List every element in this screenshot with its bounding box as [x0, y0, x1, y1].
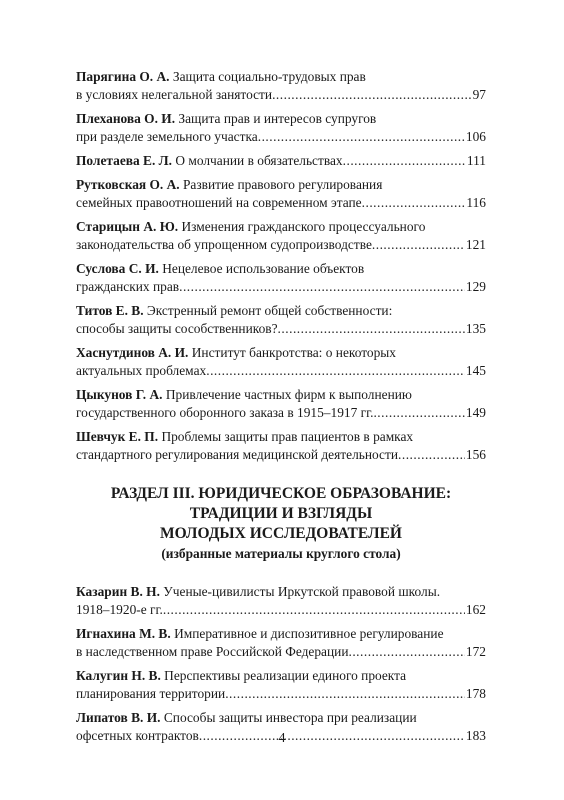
leader-dots: [163, 601, 465, 619]
section-subtitle: (избранные материалы круглого стола): [161, 546, 401, 561]
leader-dots: [179, 278, 465, 296]
toc-entry: [76, 428, 486, 464]
entry-title: Экстренный ремонт общей собственности:: [146, 303, 393, 318]
leader-dots: [373, 404, 464, 422]
entry-title: Нецелевое использование объектов: [162, 261, 365, 276]
page-number: 4: [278, 731, 286, 746]
entry-title: законодательства об упрощенном судопроизводстве: [76, 237, 372, 252]
entry-title: Ученые-цивилисты Иркутской правовой школы.: [163, 584, 441, 599]
entry-title: Привлечение частных фирм к выполнению: [165, 387, 412, 402]
toc-entry: [76, 218, 486, 254]
entry-title: государственного оборонного заказа в 1915–1917 гг.: [76, 405, 374, 420]
entry-author: Старицын А. Ю.: [76, 219, 179, 234]
entry-title: Способы защиты инвестора при реализации: [163, 710, 417, 725]
entry-title: стандартного регулирования медицинской деятельности: [76, 447, 399, 462]
toc-entry: [76, 302, 486, 338]
leader-dots: [272, 86, 472, 104]
entry-author: Плеханова О. И.: [76, 111, 176, 126]
entry-page-number: 183: [465, 728, 486, 743]
toc-entry: [76, 583, 486, 619]
leader-dots: [225, 685, 465, 703]
toc-entry: [76, 260, 486, 296]
entry-title: офсетных контрактов: [76, 728, 199, 743]
entry-title: в условиях нелегальной занятости: [76, 87, 273, 102]
entry-title: Изменения гражданского процессуального: [181, 219, 426, 234]
section-title-line: ТРАДИЦИИ И ВЗГЛЯДЫ: [189, 505, 373, 522]
entry-author: Шевчук Е. П.: [76, 429, 159, 444]
entry-title: Императивное и диспозитивное регулирование: [174, 626, 444, 641]
entry-title: гражданских прав: [76, 279, 180, 294]
entry-page-number: 116: [466, 195, 486, 210]
toc-list-top: [76, 68, 486, 464]
section-title-line: РАЗДЕЛ III. ЮРИДИЧЕСКОЕ ОБРАЗОВАНИЕ:: [110, 485, 452, 502]
toc-entry: [76, 667, 486, 703]
entry-title: Защита прав и интересов супругов: [178, 111, 377, 126]
entry-page-number: 121: [465, 237, 486, 252]
entry-title: планирования территории: [76, 686, 226, 701]
toc-list-bottom: [76, 583, 486, 745]
entry-author: Рутковская О. А.: [76, 177, 180, 192]
entry-title: Развитие правового регулирования: [182, 177, 383, 192]
entry-author: Калугин Н. В.: [76, 668, 161, 683]
leader-dots: [278, 320, 465, 338]
entry-author: Игнахина М. В.: [76, 626, 171, 641]
entry-title: способы защиты сособственников?: [76, 321, 278, 336]
entry-title: Перспективы реализации единого проекта: [164, 668, 407, 683]
leader-dots: [372, 236, 465, 254]
entry-title: Защита социально-трудовых прав: [172, 69, 366, 84]
leader-dots: [258, 128, 465, 146]
leader-dots: [348, 643, 464, 661]
entry-author: Хаснутдинов А. И.: [76, 345, 189, 360]
toc-entry: [76, 344, 486, 380]
toc-entry: [76, 152, 486, 170]
entry-title: 1918–1920-е гг.: [76, 602, 163, 617]
entry-page-number: 106: [465, 129, 486, 144]
entry-author: Титов Е. В.: [76, 303, 144, 318]
entry-title: в наследственном праве Российской Федерации: [76, 644, 349, 659]
entry-page-number: 135: [465, 321, 486, 336]
section-title-line: МОЛОДЫХ ИССЛЕДОВАТЕЛЕЙ: [160, 525, 402, 542]
entry-author: Цыкунов Г. А.: [76, 387, 163, 402]
leader-dots: [362, 194, 466, 212]
entry-page-number: 111: [466, 153, 486, 168]
entry-author: Суслова С. И.: [76, 261, 159, 276]
entry-page-number: 162: [465, 602, 486, 617]
entry-author: Липатов В. И.: [76, 710, 161, 725]
entry-page-number: 156: [465, 447, 486, 462]
entry-title: при разделе земельного участка: [76, 129, 258, 144]
entry-title: О молчании в обязательствах: [175, 153, 343, 168]
entry-title: актуальных проблемах: [76, 363, 207, 378]
entry-page-number: 172: [465, 644, 486, 659]
entry-title: семейных правоотношений на современном этапе: [76, 195, 362, 210]
entry-author: Полетаева Е. Л.: [76, 153, 172, 168]
leader-dots: [206, 362, 465, 380]
entry-title: Институт банкротства: о некоторых: [191, 345, 396, 360]
entry-page-number: 129: [465, 279, 486, 294]
toc-entry: [76, 386, 486, 422]
entry-page-number: 97: [472, 87, 486, 102]
entry-author: Казарин В. Н.: [76, 584, 160, 599]
entry-page-number: 145: [465, 363, 486, 378]
toc-entry: [76, 68, 486, 104]
leader-dots: [398, 446, 465, 464]
entry-page-number: 178: [465, 686, 486, 701]
leader-dots: [343, 152, 466, 170]
entry-author: Парягина О. А.: [76, 69, 170, 84]
entry-page-number: 149: [465, 405, 486, 420]
toc-entry: [76, 625, 486, 661]
toc-entry: [76, 176, 486, 212]
section-heading: [76, 484, 486, 563]
table-of-contents: [76, 68, 486, 751]
toc-entry: [76, 110, 486, 146]
entry-title: Проблемы защиты прав пациентов в рамках: [161, 429, 414, 444]
